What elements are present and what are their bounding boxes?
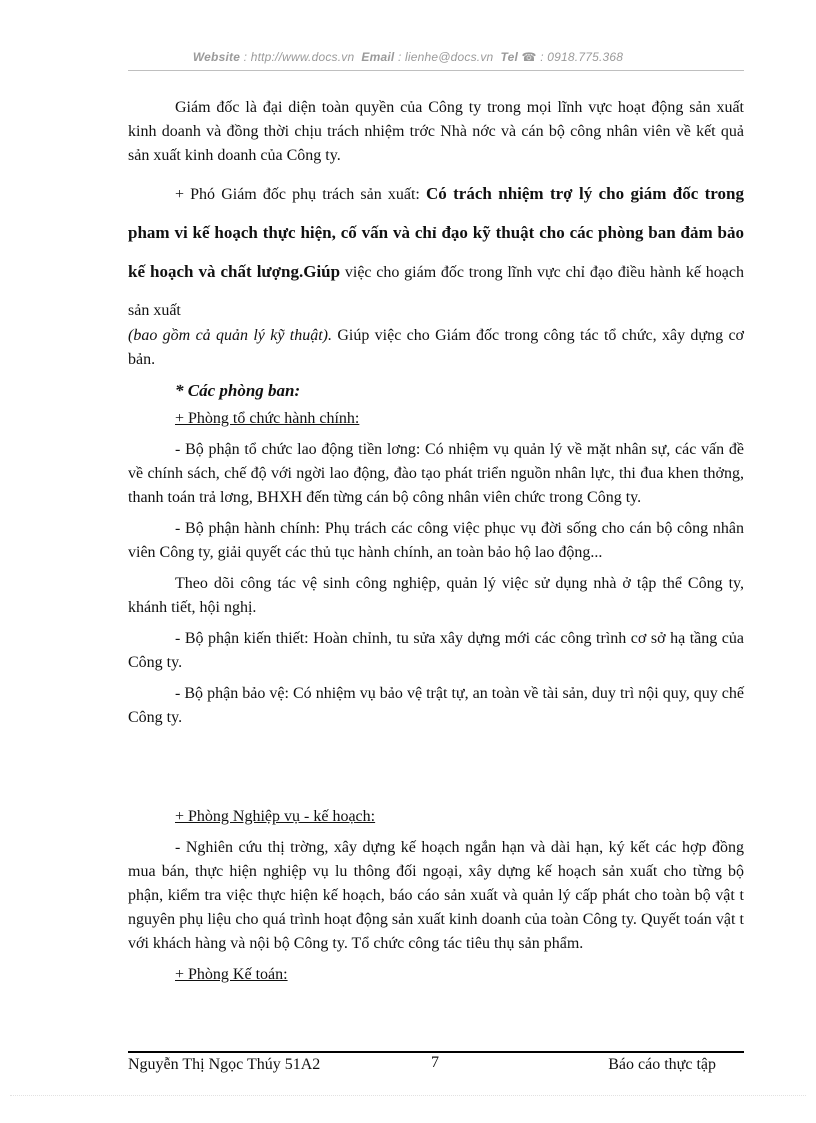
deputy-text: việc cho giám đốc trong lĩnh vực chỉ đạo điều hành kế hoạch sản xuất [128, 264, 745, 319]
footer-doc-title: Báo cáo thực tập [608, 1056, 716, 1073]
page-number: 7 [431, 1054, 439, 1071]
paragraph-planning: - Nghiên cứu thị trờng, xây dựng kế hoạch ngắn hạn và dài hạn, ký kết các hợp đồng mua bán, thực hiện nghiệp vụ lu thông đối ngoại, xây dựng kế hoạch sản xuất cho từng bộ phận, kiểm tra việc thực hiện kế hoạch, báo cáo sản xuất và quản lý cấp phát cho toàn bộ vật t nguyên phụ liệu cho quá trình hoạt động sản xuất kinh doanh của toàn Công ty. Quyết toán vật t với khách hàng và nội bộ Công ty. Tổ chức công tác tiêu thụ sản phẩm. [128, 839, 744, 952]
email-address[interactable]: : lienhe@docs.vn [397, 50, 494, 64]
paragraph-construction-unit: - Bộ phận kiến thiết: Hoàn chỉnh, tu sửa xây dựng mới các công trình cơ sở hạ tầng của Công ty. [128, 630, 744, 671]
paragraph-deputy-director [128, 175, 744, 330]
paragraph-labor-unit: - Bộ phận tổ chức lao động tiền lơng: Có nhiệm vụ quản lý về mặt nhân sự, các vấn đề về chính sách, chế độ với ngời lao động, đào tạo phát triển nguồn nhân lực, thi đua khen thởng, thanh toán trả lơng, BHXH đến từng cán bộ công nhân viên chức trong Công ty. [128, 441, 744, 506]
subheading-admin-dept: + Phòng tổ chức hành chính: [175, 410, 360, 427]
paragraph-security-unit: - Bộ phận bảo vệ: Có nhiệm vụ bảo vệ trật tự, an toàn về tài sản, duy trì nội quy, quy chế Công ty. [128, 685, 744, 726]
spacer [128, 737, 744, 805]
footer-author: Nguyễn Thị Ngọc Thúy 51A2 [128, 1056, 321, 1073]
paragraph-director: Giám đốc là đại diện toàn quyền của Công ty trong mọi lĩnh vực hoạt động sản xuất kinh doanh và đồng thời chịu trách nhiệm trớc Nhà nớc và cán bộ công nhân viên về kết quả sản xuất kinh doanh của Công ty. [128, 99, 744, 164]
deputy-intro: + Phó Giám đốc phụ trách sản xuất: [175, 186, 426, 203]
email-label: Email [361, 50, 395, 64]
paragraph-hygiene: Theo dõi công tác vệ sinh công nghiệp, quản lý việc sử dụng nhà ở tập thể Công ty, khánh tiết, hội nghị. [128, 575, 744, 616]
document-body [128, 96, 744, 994]
deputy-end-text: Giúp việc cho Giám đốc trong công tác tổ chức, xây dựng cơ bản. [128, 327, 745, 368]
deputy-bold-text: Có trách nhiệm trợ lý cho giám đốc trong pham vi kế hoạch thực hiện, cố vấn và chỉ đạo kỹ thuật cho các phòng ban đảm bảo kế hoạch và chất lượng.Giúp [128, 184, 744, 281]
footer-divider [128, 1051, 744, 1053]
page-edge [10, 1095, 806, 1096]
paragraph-admin-unit: - Bộ phận hành chính: Phụ trách các công việc phục vụ đời sống cho cán bộ công nhân viên Công ty, giải quyết các thủ tục hành chính, an toàn bảo hộ lao động... [128, 520, 744, 561]
paragraph-deputy-continued [128, 324, 744, 372]
website-url[interactable]: : http://www.docs.vn [243, 50, 355, 64]
departments-heading: * Các phòng ban: [175, 381, 301, 400]
tel-label: Tel [500, 50, 518, 64]
subheading-planning-dept: + Phòng Nghiệp vụ - kế hoạch: [175, 808, 376, 825]
page-header [0, 50, 816, 64]
website-label: Website [192, 50, 241, 64]
deputy-italic-text: (bao gồm cả quản lý kỹ thuật). [128, 327, 332, 344]
tel-number: ☎ : 0918.775.368 [521, 50, 624, 64]
subheading-accounting-dept: + Phòng Kế toán: [175, 966, 288, 983]
header-divider [128, 70, 744, 71]
